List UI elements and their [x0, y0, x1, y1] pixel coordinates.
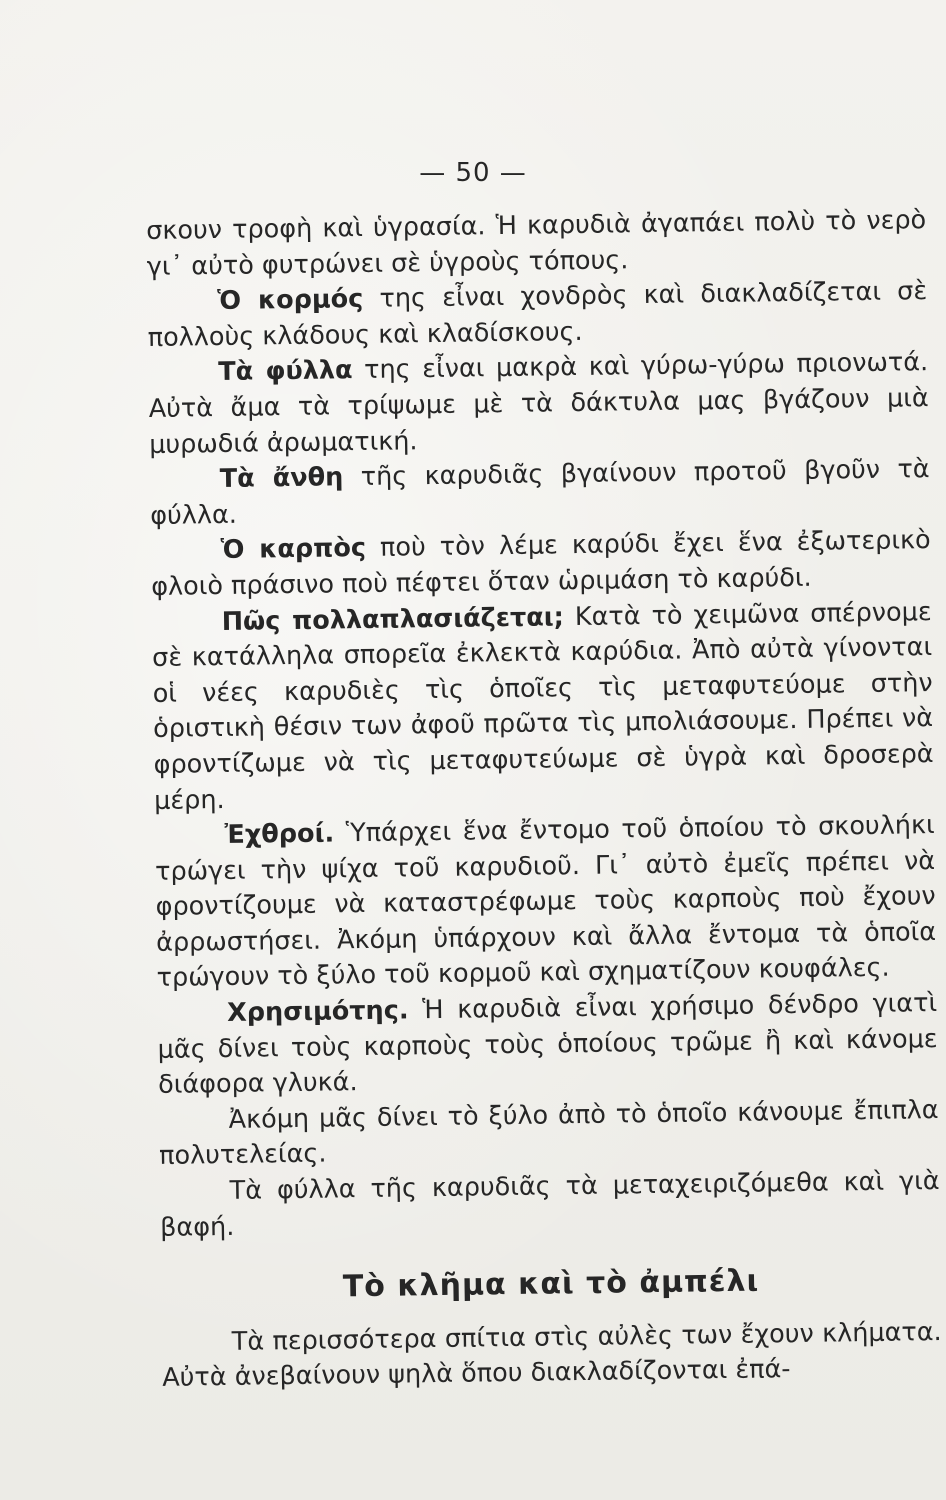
paragraph-text: Ὑπάρχει ἕνα ἔντομο τοῦ ὁποίου τὸ σκουλήκι τρώγει τὴν ψίχα τοῦ καρυδιοῦ. Γι᾽ αὐτὸ ἐμεῖς πρέπει νὰ φροντίζουμε νὰ καταστρέφωμε τοὺς καρποὺς ποὺ ἔχουν ἀρρωστήσει. Ἀκόμη ὑπάρχουν καὶ ἄλλα ἔντομα τὰ ὁποῖα τρώγουν τὸ ξύλο τοῦ κορμοῦ καὶ σχηματίζουν κουφάλες. — [154, 810, 937, 994]
paragraph-lead: Τὰ ἄνθη — [219, 462, 344, 495]
paragraph-propagation — [151, 595, 934, 819]
paragraph-lead: Ὁ καρπὸς — [220, 533, 367, 566]
paragraph-text: σκουν τροφὴ καὶ ὑγρασία. Ἡ καρυδιὰ ἀγαπάει πολὺ τὸ νερὸ γι᾽ αὐτὸ φυτρώνει σὲ ὑγροὺς τόπους. — [146, 205, 927, 282]
paragraph-vine-intro — [162, 1315, 943, 1397]
paragraph-wood — [158, 1093, 939, 1175]
page-number: — 50 — — [419, 158, 527, 188]
paragraph-lead: Πῶς πολλαπλασιάζεται; — [221, 601, 565, 637]
paragraph-text: της εἶναι χονδρὸς καὶ διακλαδίζεται σὲ πολλοὺς κλάδους καὶ κλαδίσκους. — [147, 276, 928, 353]
paragraph-text: Ἡ καρυδιὰ εἶναι χρήσιμο δένδρο γιατὶ μᾶς δίνει τοὺς καρποὺς τοὺς ὁποίους τρῶμε ἢ καὶ κάνομε διάφορα γλυκά. — [157, 988, 938, 1101]
paragraph-text: ποὺ τὸν λέμε καρύδι ἔχει ἕνα ἐξωτερικὸ φλοιὸ πράσινο ποὺ πέφτει ὅταν ὡριμάση τὸ καρύδι. — [150, 525, 931, 602]
paragraph-continuation — [146, 203, 927, 285]
paragraph-enemies — [154, 808, 936, 997]
paragraph-text: της εἶναι μακρὰ καὶ γύρω-γύρω πριονωτά. Αὐτὰ ἄμα τὰ τρίψωμε μὲ τὰ δάκτυλα μας βγάζουν μιὰ μυρωδιά ἀρωματική. — [148, 347, 929, 460]
paragraph-text: Τὰ περισσότερα σπίτια στὶς αὐλὲς των ἔχουν κλήματα. Αὐτὰ ἀνεβαίνουν ψηλὰ ὅπου διακλαδίζονται ἐπά- — [162, 1316, 942, 1394]
section-heading: Τὸ κλῆμα καὶ τὸ ἀμπέλι — [342, 1263, 760, 1305]
paragraph-lead: Ὁ κορμός — [217, 284, 364, 317]
page-body — [146, 203, 942, 1397]
paragraph-fruit — [150, 523, 931, 605]
paragraph-flowers — [149, 452, 930, 534]
paragraph-text: τῆς καρυδιᾶς βγαίνουν προτοῦ βγοῦν τὰ φύλλα. — [150, 454, 930, 531]
paragraph-lead: Χρησιμότης. — [226, 995, 409, 1029]
paragraph-text: Κατὰ τὸ χειμῶνα σπέρνομε σὲ κατάλληλα σπορεῖα ἐκλεκτὰ καρύδια. Ἀπὸ αὐτὰ γίνονται οἱ νέες καρυδιὲς τὶς ὁποῖες τὶς μεταφυτεύομε στὴν ὁριστικὴ θέσιν των ἀφοῦ πρῶτα τὶς μπολιάσουμε. Πρέπει νὰ φροντίζωμε νὰ τὶς μεταφυτεύωμε σὲ ὑγρὰ καὶ δροσερὰ μέρη. — [151, 596, 934, 816]
paragraph-dye — [159, 1164, 940, 1246]
paragraph-leaves — [148, 345, 929, 463]
paragraph-text: Ἀκόμη μᾶς δίνει τὸ ξύλο ἀπὸ τὸ ὁποῖο κάνουμε ἔπιπλα πολυτελείας. — [158, 1094, 939, 1172]
paragraph-lead: Ἐχθροί. — [224, 818, 335, 851]
paragraph-usefulness — [157, 986, 938, 1104]
paragraph-text: Τὰ φύλλα τῆς καρυδιᾶς τὰ μεταχειριζόμεθα καὶ γιὰ βαφή. — [159, 1166, 940, 1243]
paragraph-trunk — [147, 274, 928, 356]
paragraph-lead: Τὰ φύλλα — [218, 355, 353, 388]
